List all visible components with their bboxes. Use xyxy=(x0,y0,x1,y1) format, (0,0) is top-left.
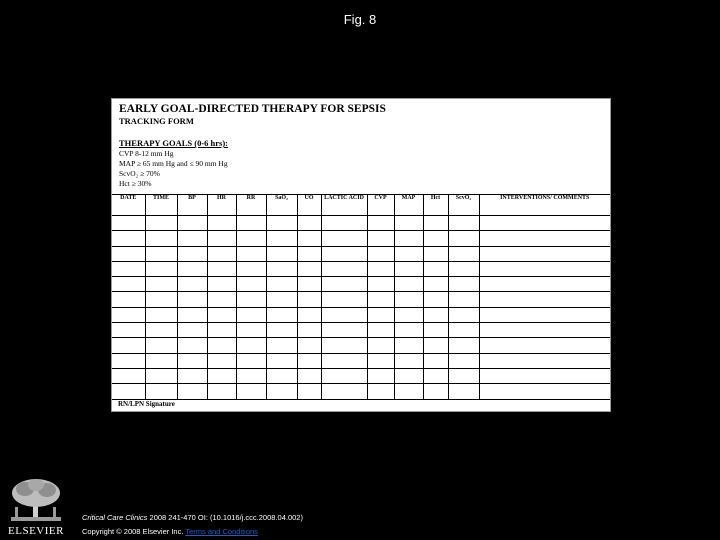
table-cell xyxy=(423,323,448,338)
goal-cvp: CVP 8-12 mm Hg xyxy=(119,149,174,158)
table-cell xyxy=(394,277,423,292)
table-cell xyxy=(297,246,321,261)
table-row xyxy=(112,277,610,292)
table-cell xyxy=(423,261,448,276)
table-cell xyxy=(112,246,145,261)
table-cell xyxy=(448,246,479,261)
table-cell xyxy=(207,368,236,383)
table-row xyxy=(112,216,610,231)
table-cell xyxy=(367,338,394,353)
table-cell xyxy=(112,292,145,307)
table-cell xyxy=(448,231,479,246)
table-cell xyxy=(479,323,610,338)
table-cell xyxy=(479,261,610,276)
table-cell xyxy=(112,353,145,368)
table-cell xyxy=(479,246,610,261)
table-cell xyxy=(236,292,266,307)
table-cell xyxy=(112,216,145,231)
tracking-table xyxy=(112,194,610,400)
table-row xyxy=(112,261,610,276)
table-cell xyxy=(367,261,394,276)
table-cell xyxy=(112,368,145,383)
table-cell xyxy=(448,216,479,231)
table-cell xyxy=(177,246,207,261)
table-cell xyxy=(321,323,367,338)
table-cell xyxy=(145,231,177,246)
table-cell xyxy=(367,384,394,399)
table-cell xyxy=(367,216,394,231)
table-cell xyxy=(236,307,266,322)
table-cell xyxy=(367,353,394,368)
table-cell xyxy=(321,216,367,231)
table-cell xyxy=(394,246,423,261)
column-header: Hct xyxy=(423,195,448,216)
table-cell xyxy=(266,338,297,353)
column-header: BP xyxy=(177,195,207,216)
table-cell xyxy=(207,338,236,353)
table-cell xyxy=(367,307,394,322)
table-cell xyxy=(367,368,394,383)
table-cell xyxy=(177,277,207,292)
column-header: SaO₂ xyxy=(266,195,297,216)
column-header: RR xyxy=(236,195,266,216)
table-cell xyxy=(479,384,610,399)
table-cell xyxy=(394,307,423,322)
table-row xyxy=(112,292,610,307)
table-cell xyxy=(207,307,236,322)
table-cell xyxy=(297,368,321,383)
table-cell xyxy=(207,323,236,338)
table-cell xyxy=(423,338,448,353)
table-cell xyxy=(367,323,394,338)
table-cell xyxy=(266,307,297,322)
table-cell xyxy=(423,353,448,368)
copyright-text: Copyright © 2008 Elsevier Inc. xyxy=(82,527,184,536)
table-cell xyxy=(145,216,177,231)
table-cell xyxy=(236,246,266,261)
table-cell xyxy=(394,216,423,231)
column-header: HR xyxy=(207,195,236,216)
table-cell xyxy=(112,277,145,292)
table-cell xyxy=(236,353,266,368)
table-cell xyxy=(266,246,297,261)
column-header: CVP xyxy=(367,195,394,216)
table-cell xyxy=(297,216,321,231)
table-cell xyxy=(321,246,367,261)
table-cell xyxy=(266,323,297,338)
table-cell xyxy=(448,368,479,383)
table-cell xyxy=(236,384,266,399)
column-header: UO xyxy=(297,195,321,216)
table-cell xyxy=(236,368,266,383)
table-cell xyxy=(177,307,207,322)
table-cell xyxy=(266,277,297,292)
terms-link[interactable]: Terms and Conditions xyxy=(185,527,258,536)
table-cell xyxy=(177,231,207,246)
table-cell xyxy=(177,338,207,353)
table-cell xyxy=(236,231,266,246)
table-cell xyxy=(394,261,423,276)
table-cell xyxy=(145,246,177,261)
table-cell xyxy=(321,292,367,307)
table-cell xyxy=(145,261,177,276)
table-cell xyxy=(177,384,207,399)
copyright-line xyxy=(82,527,258,536)
column-header: LACTIC ACID xyxy=(321,195,367,216)
signature-label: RN/LPN Signature xyxy=(118,400,175,408)
table-cell xyxy=(448,307,479,322)
column-header: MAP xyxy=(394,195,423,216)
table-cell xyxy=(423,384,448,399)
table-row xyxy=(112,307,610,322)
table-row xyxy=(112,338,610,353)
table-cell xyxy=(207,216,236,231)
table-cell xyxy=(297,384,321,399)
table-cell xyxy=(177,323,207,338)
table-header-row xyxy=(112,195,610,216)
tree-icon xyxy=(7,477,65,523)
table-row xyxy=(112,246,610,261)
table-cell xyxy=(297,307,321,322)
table-cell xyxy=(236,261,266,276)
table-cell xyxy=(112,231,145,246)
table-cell xyxy=(112,323,145,338)
table-cell xyxy=(423,231,448,246)
table-cell xyxy=(479,353,610,368)
table-cell xyxy=(145,353,177,368)
table-cell xyxy=(479,216,610,231)
table-cell xyxy=(297,338,321,353)
goal-map: MAP ≥ 65 mm Hg and ≤ 90 mm Hg xyxy=(119,159,228,168)
table-cell xyxy=(266,216,297,231)
table-cell xyxy=(177,261,207,276)
table-cell xyxy=(394,323,423,338)
table-cell xyxy=(207,261,236,276)
table-cell xyxy=(207,384,236,399)
table-cell xyxy=(321,384,367,399)
goal-scvo2: ScvO₂ ≥ 70% xyxy=(119,169,160,178)
table-cell xyxy=(448,261,479,276)
tracking-form xyxy=(111,98,611,412)
table-cell xyxy=(145,277,177,292)
table-cell xyxy=(321,353,367,368)
table-cell xyxy=(448,277,479,292)
table-cell xyxy=(145,323,177,338)
table-cell xyxy=(236,277,266,292)
elsevier-logo xyxy=(7,477,65,537)
column-header: INTERVENTIONS/ COMMENTS xyxy=(479,195,610,216)
table-cell xyxy=(236,338,266,353)
table-cell xyxy=(236,323,266,338)
table-cell xyxy=(448,338,479,353)
slide-title: Fig. 8 xyxy=(343,12,377,27)
table-cell xyxy=(112,338,145,353)
table-cell xyxy=(207,246,236,261)
table-cell xyxy=(394,338,423,353)
table-cell xyxy=(448,384,479,399)
table-row xyxy=(112,353,610,368)
table-cell xyxy=(321,368,367,383)
form-subtitle: TRACKING FORM xyxy=(119,116,194,126)
therapy-goals-heading: THERAPY GOALS (0-6 hrs): xyxy=(119,138,229,148)
table-cell xyxy=(145,338,177,353)
table-cell xyxy=(112,261,145,276)
table-cell xyxy=(367,292,394,307)
table-cell xyxy=(207,231,236,246)
table-cell xyxy=(145,307,177,322)
table-row xyxy=(112,368,610,383)
table-cell xyxy=(423,216,448,231)
table-cell xyxy=(321,261,367,276)
elsevier-wordmark: ELSEVIER xyxy=(8,525,64,537)
table-cell xyxy=(448,353,479,368)
table-cell xyxy=(112,384,145,399)
table-cell xyxy=(145,368,177,383)
table-cell xyxy=(423,292,448,307)
table-cell xyxy=(321,277,367,292)
table-cell xyxy=(177,216,207,231)
table-cell xyxy=(236,216,266,231)
table-cell xyxy=(266,261,297,276)
goal-hct: Hct ≥ 30% xyxy=(119,179,152,188)
table-row xyxy=(112,323,610,338)
table-cell xyxy=(112,307,145,322)
table-cell xyxy=(394,292,423,307)
column-header: TIME xyxy=(145,195,177,216)
table-cell xyxy=(479,277,610,292)
table-cell xyxy=(479,231,610,246)
column-header: ScvO₂ xyxy=(448,195,479,216)
table-cell xyxy=(297,323,321,338)
table-cell xyxy=(367,277,394,292)
table-cell xyxy=(177,368,207,383)
table-cell xyxy=(207,277,236,292)
table-cell xyxy=(266,384,297,399)
table-cell xyxy=(297,353,321,368)
table-cell xyxy=(207,292,236,307)
table-cell xyxy=(266,292,297,307)
table-cell xyxy=(394,384,423,399)
table-row xyxy=(112,231,610,246)
journal-name: Critical Care Clinics xyxy=(82,513,148,522)
table-cell xyxy=(423,368,448,383)
table-cell xyxy=(321,338,367,353)
form-title: EARLY GOAL-DIRECTED THERAPY FOR SEPSIS xyxy=(119,103,386,115)
table-cell xyxy=(177,353,207,368)
table-cell xyxy=(297,261,321,276)
table-cell xyxy=(423,277,448,292)
table-cell xyxy=(479,368,610,383)
table-cell xyxy=(266,231,297,246)
table-cell xyxy=(321,307,367,322)
table-cell xyxy=(479,307,610,322)
table-cell xyxy=(367,231,394,246)
table-cell xyxy=(145,292,177,307)
table-cell xyxy=(321,231,367,246)
table-cell xyxy=(266,368,297,383)
table-row xyxy=(112,384,610,399)
table-cell xyxy=(448,323,479,338)
table-cell xyxy=(297,292,321,307)
table-cell xyxy=(266,353,297,368)
table-cell xyxy=(297,277,321,292)
table-cell xyxy=(479,338,610,353)
table-cell xyxy=(423,307,448,322)
table-cell xyxy=(479,292,610,307)
table-cell xyxy=(394,353,423,368)
table-cell xyxy=(177,292,207,307)
citation-line xyxy=(82,513,303,522)
column-header: DATE xyxy=(112,195,145,216)
table-cell xyxy=(367,246,394,261)
citation-text: 2008 241-470 OI: (10.1016/j.ccc.2008.04.002) xyxy=(147,513,303,522)
table-cell xyxy=(207,353,236,368)
table-cell xyxy=(448,292,479,307)
table-cell xyxy=(423,246,448,261)
table-cell xyxy=(297,231,321,246)
table-cell xyxy=(145,384,177,399)
table-cell xyxy=(394,368,423,383)
table-cell xyxy=(394,231,423,246)
